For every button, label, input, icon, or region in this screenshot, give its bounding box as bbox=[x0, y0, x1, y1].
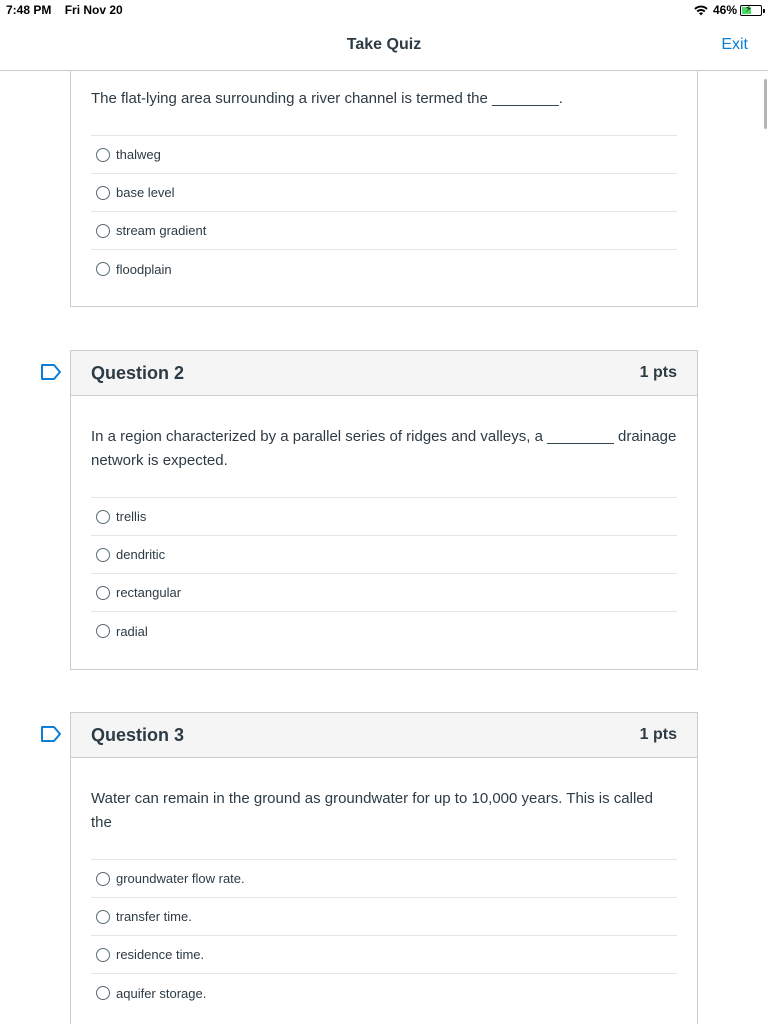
question-card-2 bbox=[70, 350, 698, 670]
status-date: Fri Nov 20 bbox=[64, 3, 123, 17]
radio-button[interactable] bbox=[96, 186, 110, 200]
flag-question-icon[interactable] bbox=[41, 364, 61, 380]
battery-percent: 46% bbox=[712, 3, 737, 17]
answer-option[interactable] bbox=[91, 250, 677, 288]
answer-label: radial bbox=[116, 623, 148, 639]
radio-button[interactable] bbox=[96, 948, 110, 962]
status-left bbox=[6, 3, 133, 17]
question-header bbox=[71, 713, 697, 758]
question-card-3 bbox=[70, 712, 698, 1024]
radio-button[interactable] bbox=[96, 872, 110, 886]
quiz-content[interactable] bbox=[0, 71, 768, 1024]
question-text: The flat-lying area surrounding a river channel is termed the ________. bbox=[91, 90, 563, 107]
answer-list bbox=[91, 135, 677, 288]
nav-bar bbox=[0, 20, 768, 71]
radio-button[interactable] bbox=[96, 148, 110, 162]
answer-label: rectangular bbox=[116, 585, 182, 600]
scrollbar[interactable] bbox=[764, 79, 767, 129]
radio-button[interactable] bbox=[96, 548, 110, 562]
question-title: Question 2 bbox=[91, 363, 185, 383]
answer-option[interactable] bbox=[91, 174, 677, 212]
answer-label: groundwater flow rate. bbox=[116, 871, 245, 886]
answer-option[interactable] bbox=[91, 898, 677, 936]
answer-option[interactable] bbox=[91, 974, 677, 1012]
answer-label: aquifer storage. bbox=[116, 985, 207, 1001]
answer-option[interactable] bbox=[91, 498, 677, 536]
question-text: Water can remain in the ground as groundwater for up to 10,000 years. This is called the bbox=[91, 790, 653, 831]
answer-list bbox=[91, 497, 677, 650]
answer-label: base level bbox=[116, 185, 175, 200]
radio-button[interactable] bbox=[96, 624, 110, 638]
answer-option[interactable] bbox=[91, 574, 677, 612]
answer-option[interactable] bbox=[91, 612, 677, 650]
answer-option[interactable] bbox=[91, 536, 677, 574]
answer-option[interactable] bbox=[91, 860, 677, 898]
wifi-icon bbox=[694, 5, 708, 16]
answer-list bbox=[91, 859, 677, 1012]
radio-button[interactable] bbox=[96, 262, 110, 276]
radio-button[interactable] bbox=[96, 986, 110, 1000]
answer-label: dendritic bbox=[116, 547, 166, 562]
status-time: 7:48 PM bbox=[6, 3, 52, 17]
page-title: Take Quiz bbox=[346, 36, 422, 53]
answer-label: thalweg bbox=[116, 147, 161, 162]
answer-option[interactable] bbox=[91, 136, 677, 174]
exit-button[interactable]: Exit bbox=[721, 36, 748, 53]
answer-option[interactable] bbox=[91, 212, 677, 250]
radio-button[interactable] bbox=[96, 586, 110, 600]
answer-label: stream gradient bbox=[116, 223, 207, 238]
flag-question-icon[interactable] bbox=[41, 726, 61, 742]
answer-label: transfer time. bbox=[116, 909, 192, 924]
question-header bbox=[71, 351, 697, 396]
question-points: 1 pts bbox=[639, 726, 677, 743]
radio-button[interactable] bbox=[96, 224, 110, 238]
answer-option[interactable] bbox=[91, 936, 677, 974]
answer-label: residence time. bbox=[116, 947, 205, 962]
status-right bbox=[694, 3, 762, 17]
question-points: 1 pts bbox=[639, 364, 677, 381]
answer-label: floodplain bbox=[116, 261, 172, 277]
answer-label: trellis bbox=[116, 509, 147, 524]
status-bar bbox=[0, 0, 768, 20]
battery-charging-icon: ⚡ bbox=[740, 5, 762, 16]
question-text: In a region characterized by a parallel series of ridges and valleys, a ________ drainage network is expected. bbox=[91, 428, 677, 469]
radio-button[interactable] bbox=[96, 510, 110, 524]
question-title: Question 3 bbox=[91, 725, 185, 745]
radio-button[interactable] bbox=[96, 910, 110, 924]
question-card-1 bbox=[70, 71, 698, 307]
